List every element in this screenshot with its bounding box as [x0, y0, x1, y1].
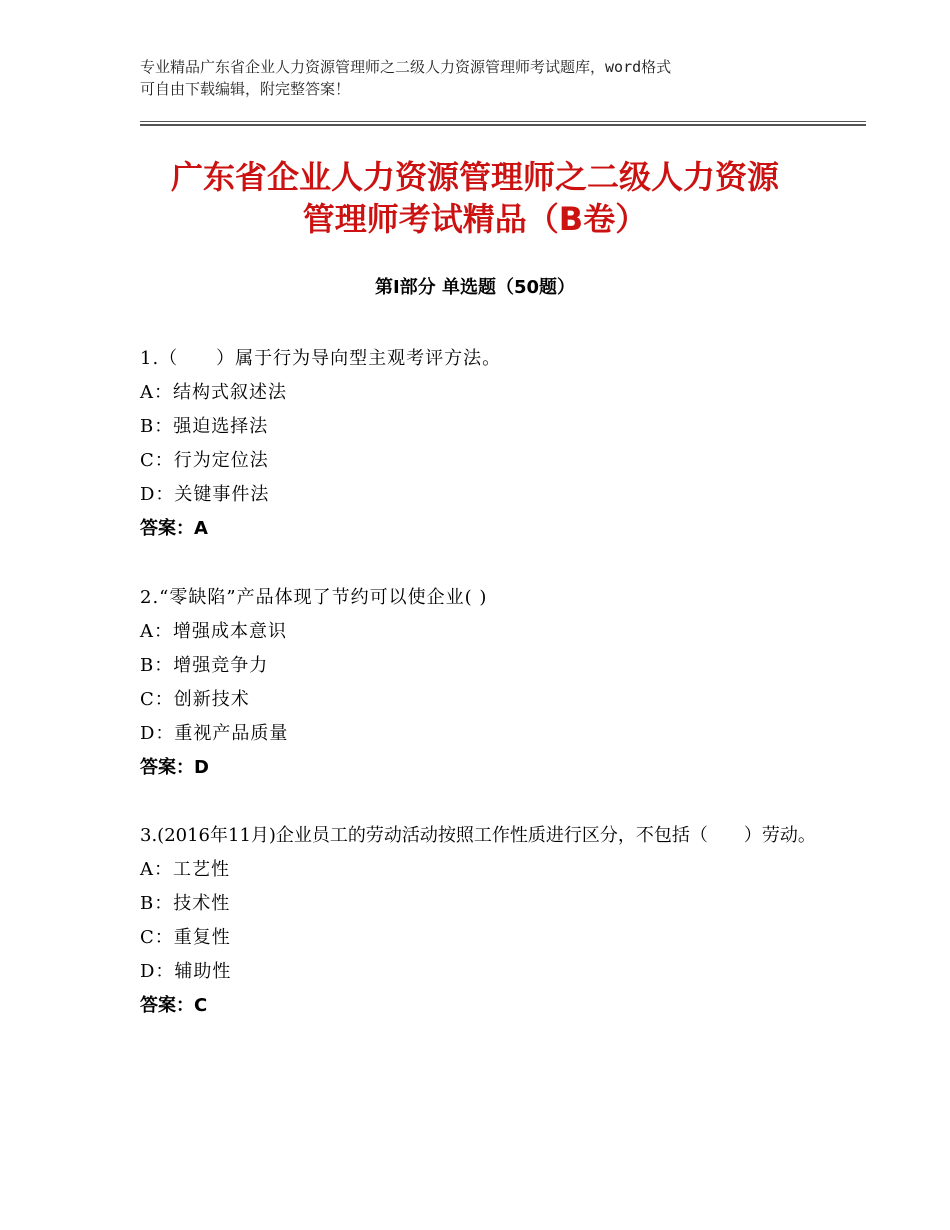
- option-b: B：强迫选择法: [140, 416, 269, 437]
- option-b: B：增强竞争力: [140, 655, 269, 676]
- header-note-line-1: 专业精品广东省企业人力资源管理师之二级人力资源管理师考试题库，word格式: [140, 58, 672, 76]
- option-b: B：技术性: [140, 893, 231, 914]
- question-1: [140, 342, 830, 546]
- answer-line: 答案：A: [140, 518, 208, 539]
- document-title-line-2: 管理师考试精品（B卷）: [302, 200, 648, 238]
- option-a: A：结构式叙述法: [140, 382, 287, 403]
- document-title: [100, 156, 850, 240]
- option-a: A：工艺性: [140, 859, 230, 880]
- header-note: [140, 56, 820, 100]
- option-d: D：关键事件法: [140, 484, 270, 505]
- option-c: C：创新技术: [140, 689, 250, 710]
- option-c: C：重复性: [140, 927, 231, 948]
- question-stem: 2.“零缺陷”产品体现了节约可以使企业( ): [140, 587, 488, 608]
- option-c: C：行为定位法: [140, 450, 269, 471]
- option-d: D：辅助性: [140, 961, 232, 982]
- answer-line: 答案：C: [140, 995, 208, 1016]
- question-3: [140, 819, 830, 1023]
- document-title-line-1: 广东省企业人力资源管理师之二级人力资源: [170, 158, 779, 196]
- question-2: [140, 581, 830, 785]
- question-stem: 1.（ ）属于行为导向型主观考评方法。: [140, 348, 502, 369]
- option-d: D：重视产品质量: [140, 723, 289, 744]
- question-stem: 3.(2016年11月)企业员工的劳动活动按照工作性质进行区分，不包括（ ）劳动。: [140, 825, 816, 846]
- header-divider-thick: [140, 124, 866, 126]
- header-divider-thin: [140, 121, 866, 122]
- option-a: A：增强成本意识: [140, 621, 287, 642]
- answer-line: 答案：D: [140, 757, 209, 778]
- section-title: 第Ⅰ部分 单选题（50题）: [374, 277, 575, 298]
- header-note-line-2: 可自由下载编辑，附完整答案！: [140, 80, 351, 98]
